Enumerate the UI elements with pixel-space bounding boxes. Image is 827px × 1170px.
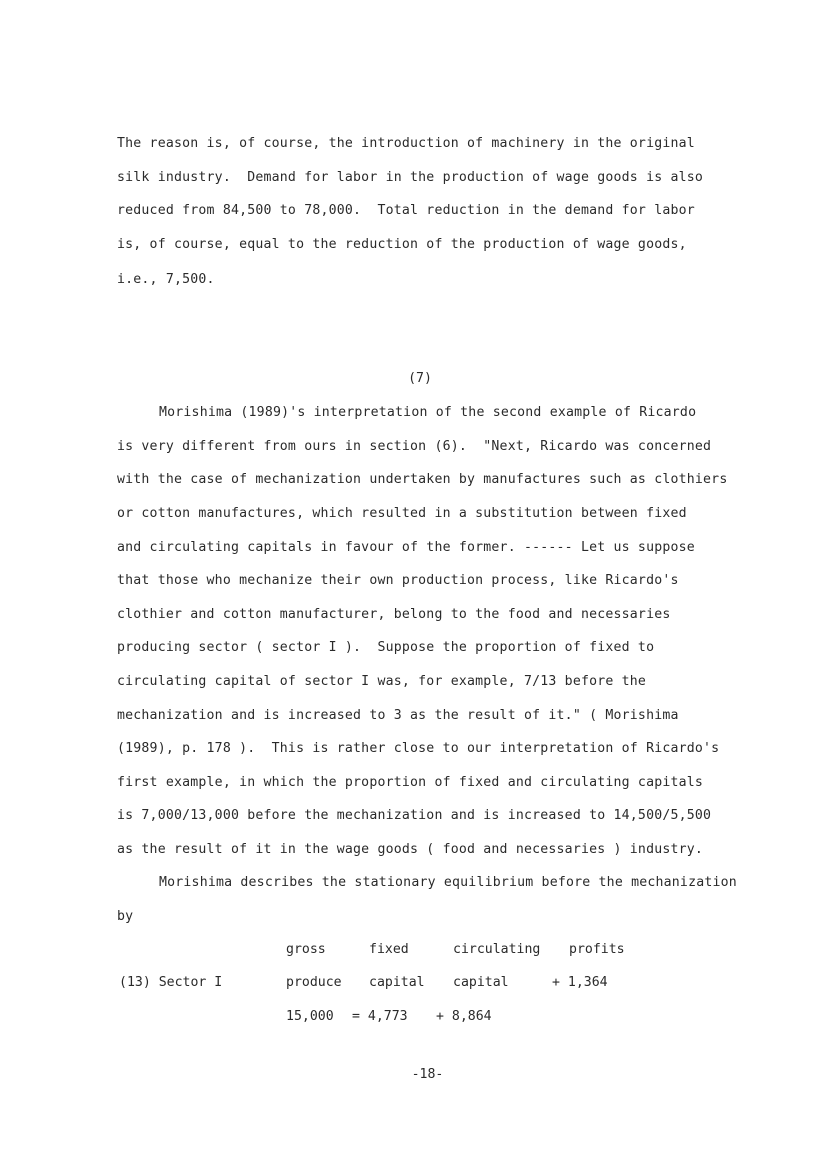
equation-header-profits: profits [569,942,625,957]
paragraph2-line: is 7,000/13,000 before the mechanization and is increased to 14,500/5,500 [117,808,712,823]
paragraph1-line: silk industry. Demand for labor in the production of wage goods is also [117,170,704,185]
equation-header-fixed: fixed [369,942,409,957]
equation-row1-produce: produce [286,975,342,990]
paragraph1-line: The reason is, of course, the introduction of machinery in the original [117,136,695,151]
paragraph2-line: first example, in which the proportion of fixed and circulating capitals [117,775,704,790]
paragraph2-line: producing sector ( sector I ). Suppose the proportion of fixed to [117,640,655,655]
paragraph2-line: Morishima (1989)'s interpretation of the second example of Ricardo [159,405,697,420]
paragraph1-line: i.e., 7,500. [117,272,215,287]
equation-row2-circulating: + 8,864 [436,1009,492,1024]
equation-header-circulating: circulating [453,942,541,957]
paragraph2-line: that those who mechanize their own production process, like Ricardo's [117,573,679,588]
equation-row1-capital: capital [369,975,425,990]
equation-row2-fixed: = 4,773 [352,1009,408,1024]
paragraph1-line: reduced from 84,500 to 78,000. Total reduction in the demand for labor [117,203,695,218]
equation-label: (13) Sector I [119,975,223,990]
equation-header-gross: gross [286,942,326,957]
equation-row2-gross: 15,000 [286,1009,334,1024]
paragraph2-line: mechanization and is increased to 3 as the result of it." ( Morishima [117,708,679,723]
paragraph2-line: or cotton manufactures, which resulted in a substitution between fixed [117,506,687,521]
paragraph3-line: by [117,909,134,924]
paragraph2-line: is very different from ours in section (6). "Next, Ricardo was concerned [117,439,712,454]
paragraph2-line: and circulating capitals in favour of the former. ------ Let us suppose [117,540,695,555]
paragraph3-line: Morishima describes the stationary equilibrium before the mechanization [159,875,737,890]
page-number: -18- [411,1067,444,1082]
section-heading: (7) [408,371,432,386]
paragraph2-line: clothier and cotton manufacturer, belong to the food and necessaries [117,607,671,622]
paragraph2-line: (1989), p. 178 ). This is rather close to our interpretation of Ricardo's [117,741,720,756]
equation-row1-profits: + 1,364 [552,975,608,990]
paragraph2-line: circulating capital of sector I was, for example, 7/13 before the [117,674,647,689]
paragraph2-line: with the case of mechanization undertaken by manufactures such as clothiers [117,472,728,487]
equation-row1-capital-circ: capital [453,975,509,990]
paragraph1-line: is, of course, equal to the reduction of the production of wage goods, [117,237,687,252]
paragraph2-line: as the result of it in the wage goods ( food and necessaries ) industry. [117,842,704,857]
